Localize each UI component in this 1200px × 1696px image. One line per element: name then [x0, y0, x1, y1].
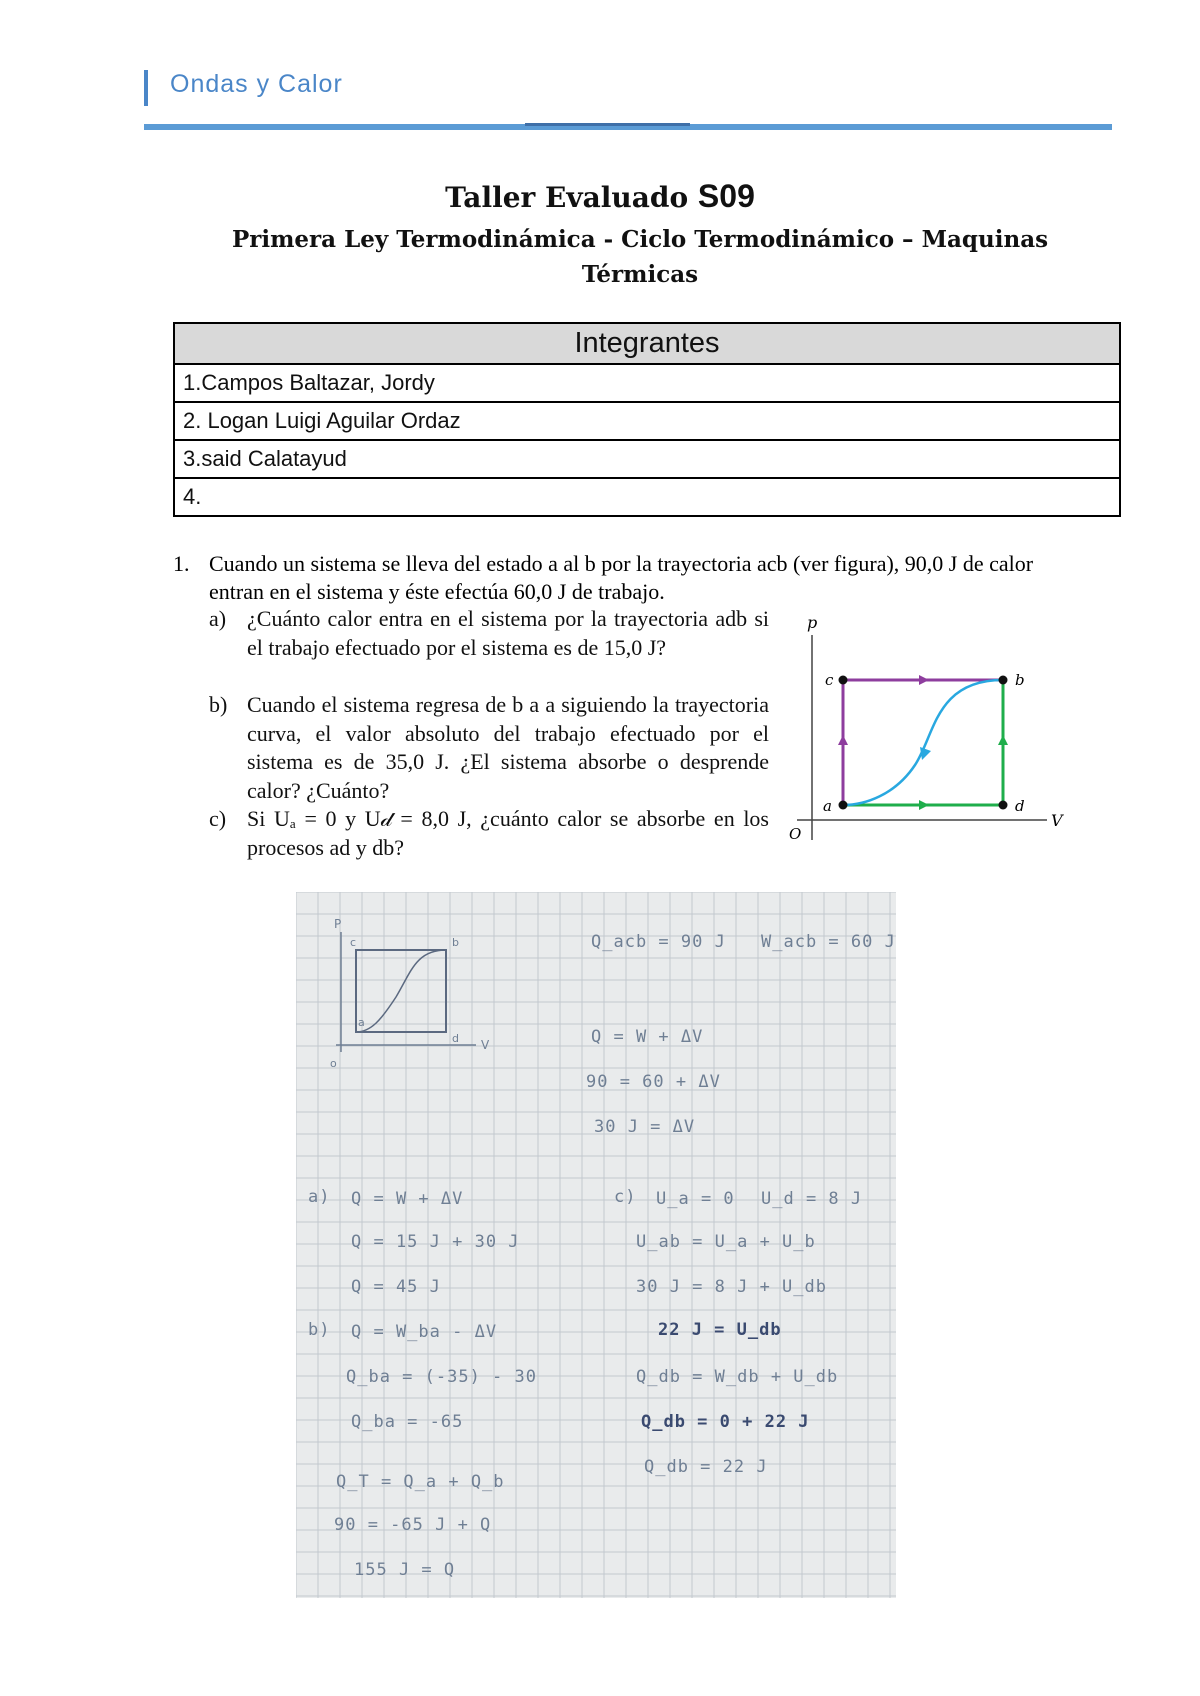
p-axis-label: p: [807, 615, 818, 632]
hw-line: Q_db = 0 + 22 J: [641, 1412, 810, 1432]
question-part-b: [209, 691, 769, 805]
question-part-a: [209, 605, 769, 662]
hw-line: Q = 45 J: [351, 1277, 441, 1297]
member-row: 1.Campos Baltazar, Jordy: [174, 364, 1120, 402]
question-number: 1.: [173, 551, 190, 576]
hw-line: Q = W_ba - ΔV: [351, 1322, 498, 1342]
mini-c-label: c: [350, 936, 357, 949]
mini-v-label: V: [481, 1038, 490, 1052]
handwritten-solution-photo: [296, 892, 896, 1598]
hw-line: Q_ba = (-35) - 30: [346, 1367, 537, 1387]
hw-line: 30 J = ΔV: [594, 1117, 696, 1137]
hw-line: 90 = -65 J + Q: [334, 1515, 492, 1535]
point-c: [839, 676, 848, 685]
v-axis-label: V: [1051, 811, 1063, 830]
question-1: [173, 550, 1093, 606]
member-row: 4.: [174, 478, 1120, 516]
hw-line: 22 J = U_db: [658, 1320, 782, 1340]
part-text: Si Uₐ = 0 y U𝒹 = 8,0 J, ¿cuánto calor se absorbe en los procesos ad y db?: [247, 806, 769, 860]
document-subtitle: Primera Ley Termodinámica - Ciclo Termodinámico – Maquinas Térmicas: [231, 226, 1049, 288]
hw-line: U_ab = U_a + U_b: [636, 1232, 816, 1252]
label-b: b: [1015, 671, 1025, 689]
part-label: a): [209, 606, 227, 631]
pv-diagram: [785, 615, 1070, 855]
question-part-c: [209, 805, 769, 862]
part-label: c): [209, 806, 227, 831]
members-heading: Integrantes: [174, 323, 1120, 364]
hw-line: Q = W + ΔV: [351, 1189, 464, 1209]
arrow-cb: [919, 675, 929, 685]
point-d: [999, 801, 1008, 810]
pv-diagram-svg: [785, 615, 1070, 855]
header-accent-bar: [144, 70, 148, 106]
arrow-ac: [838, 735, 848, 745]
path-curve-ba: [843, 680, 1003, 805]
hw-line: Q = W + ΔV: [591, 1027, 704, 1047]
member-row: 2. Logan Luigi Aguilar Ordaz: [174, 402, 1120, 440]
point-a: [839, 801, 848, 810]
member-row: 3.said Calatayud: [174, 440, 1120, 478]
hw-line: Q_ba = -65: [351, 1412, 464, 1432]
hw-line: U_a = 0: [656, 1189, 735, 1209]
document-title: [0, 178, 1200, 215]
part-text: ¿Cuánto calor entra en el sistema por la trayectoria adb si el trabajo efectuado por el sistema es de 15,0 J?: [247, 606, 769, 660]
hw-line: 155 J = Q: [354, 1560, 456, 1580]
part-text: Cuando el sistema regresa de b a a siguiendo la trayectoria curva, el valor absoluto del trabajo efectuado por el sistema es de 35,0 J. ¿El sistema absorbe o desprende calor? ¿Cuánto?: [247, 692, 769, 803]
title-code: S09: [697, 178, 755, 214]
hw-line: Q_db = W_db + U_db: [636, 1367, 839, 1387]
hw-line: Q_T = Q_a + Q_b: [336, 1472, 505, 1492]
origin-label: O: [789, 825, 802, 843]
part-label: b): [209, 692, 228, 717]
course-title: Ondas y Calor: [170, 70, 343, 98]
hw-line: Q_db = 22 J: [644, 1457, 768, 1477]
title-text: Taller Evaluado: [445, 181, 698, 214]
mini-o-label: o: [330, 1057, 337, 1070]
mini-a-label: a: [358, 1016, 365, 1029]
label-a: a: [823, 797, 832, 815]
hw-line: 90 = 60 + ΔV: [586, 1072, 721, 1092]
arrow-db: [998, 735, 1008, 745]
header-rule-accent: [525, 123, 690, 126]
hw-line: a): [308, 1187, 331, 1207]
mini-d-label: d: [452, 1032, 459, 1045]
hw-line: Q_acb = 90 J: [591, 932, 726, 952]
handwritten-mini-graph: [316, 902, 516, 1082]
hw-line: 30 J = 8 J + U_db: [636, 1277, 827, 1297]
mini-p-label: P: [334, 917, 342, 931]
hw-line: U_d = 8 J: [761, 1189, 863, 1209]
arrow-curve: [920, 747, 931, 760]
mini-b-label: b: [452, 936, 459, 949]
hw-line: b): [308, 1320, 331, 1340]
label-c: c: [825, 671, 834, 689]
hw-line: W_acb = 60 J: [761, 932, 896, 952]
arrow-ad: [919, 800, 929, 810]
hw-line: Q = 15 J + 30 J: [351, 1232, 520, 1252]
hw-line: c): [614, 1187, 637, 1207]
point-b: [999, 676, 1008, 685]
label-d: d: [1015, 797, 1025, 815]
members-table: [173, 322, 1121, 517]
question-text: Cuando un sistema se lleva del estado a al b por la trayectoria acb (ver figura), 90,0 J de calor entran en el sistema y éste efectúa 60,0 J de trabajo.: [209, 551, 1034, 604]
